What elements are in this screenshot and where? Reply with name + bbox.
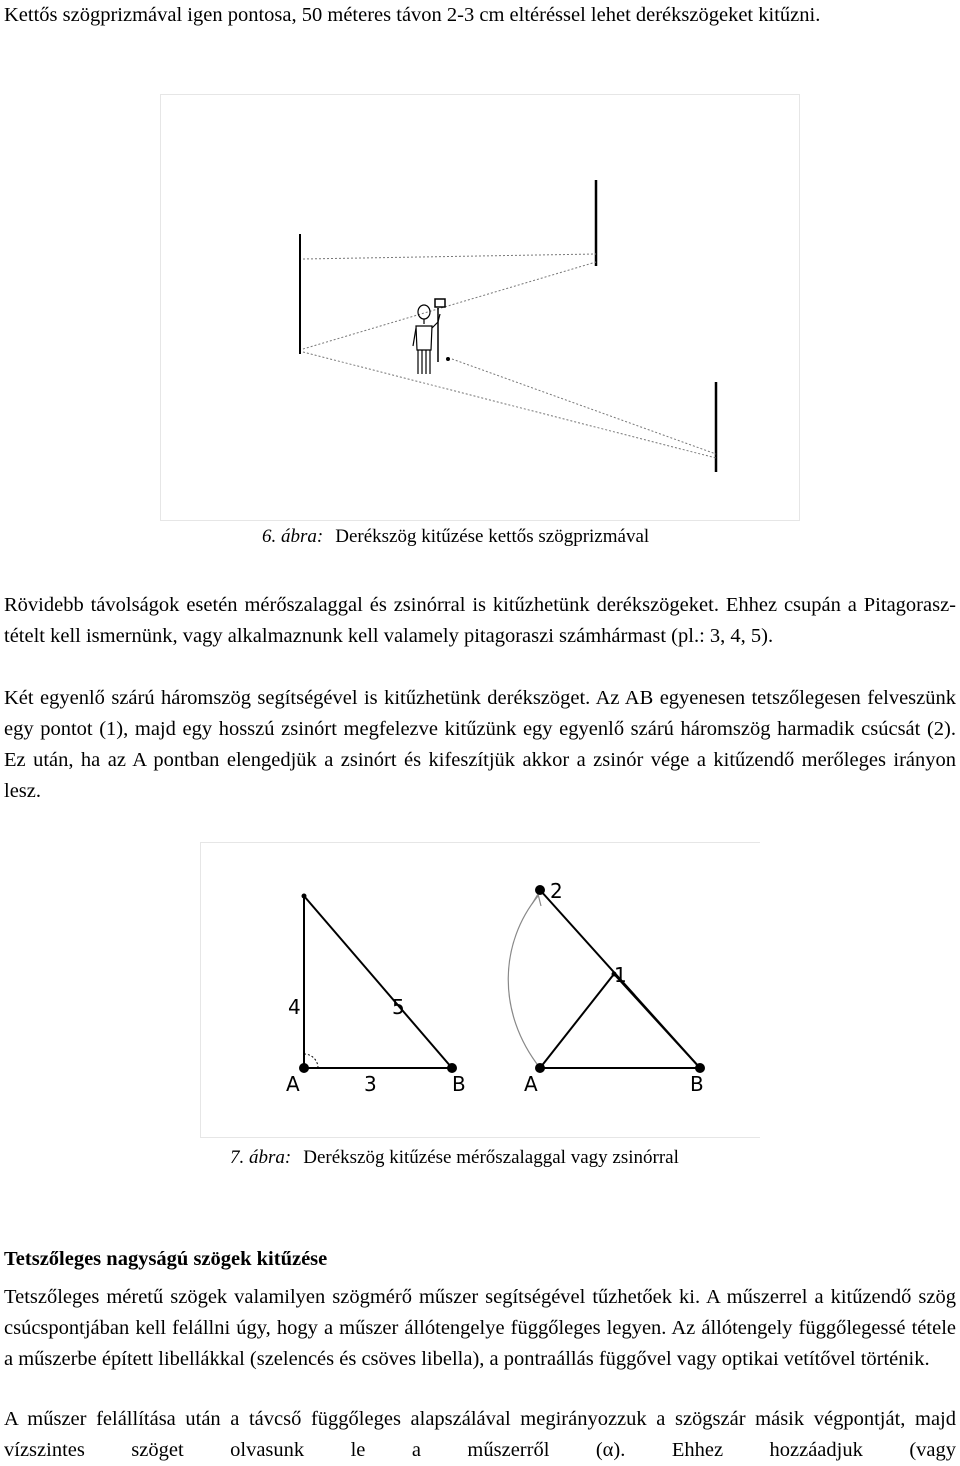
intro-paragraph: Kettős szögprizmával igen pontosa, 50 méteres távon 2-3 cm eltéréssel lehet derékszögeket kitűzni. (4, 4, 821, 26)
triangle-345 (304, 896, 452, 1068)
arc-swing (508, 896, 540, 1068)
point-2-marker (535, 885, 545, 895)
figure-6-frame (161, 95, 800, 521)
figure-7-caption-text: Derékszög kitűzése mérőszalaggal vagy zsinórral (303, 1147, 679, 1168)
figure-6-number: 6. ábra: (262, 526, 324, 547)
arc-arrowhead (532, 894, 541, 906)
figure-7-number: 7. ábra: (230, 1147, 292, 1168)
figure-7-caption (230, 1146, 679, 1170)
label-point-b-left: B (452, 1072, 466, 1096)
figure-6-caption (262, 525, 649, 549)
section-heading: Tetszőleges nagyságú szögek kitűzése (4, 1248, 328, 1270)
label-point-a-right: A (524, 1072, 538, 1096)
figure-7-triangles (200, 842, 762, 1138)
paragraph-pythagoras: Rövidebb távolságok esetén mérőszalaggal és zsinórral is kitűzhetünk derékszögeket. Ehhez csupán a Pitagorasz-tételt kell ismernünk, vagy alkalmaznunk kell valamely pitagoraszi számhármast (pl.: 3, 4, 5). (4, 594, 956, 647)
vertex-top-left-marker (302, 894, 307, 899)
paragraph-instrument-setup: A műszer felállítása után a távcső függőleges alapszálával megirányozzuk a szögszár másik végpontját, majd vízszintes szöget olvasunk le a műszerről (α). Ehhez hozzáadjuk (vagy (4, 1408, 956, 1461)
label-side-4: 4 (288, 995, 301, 1019)
figure-6-prism-drawing (160, 94, 800, 522)
figure-6-caption-text: Derékszög kitűzése kettős szögprizmával (335, 526, 650, 547)
point-a-left-marker (299, 1063, 309, 1073)
label-point-b-right: B (690, 1072, 704, 1096)
paragraph-angle-instrument: Tetszőleges méretű szögek valamilyen szögmérő műszer segítségével tűzhetőek ki. A műszerrel a kitűzendő szög csúcspontjában kell felállni úgy, hogy a műszer állótengelye függőleges legyen. Az állótengely függőlegessé tétele a műszerbe épített libellákkal (szelencés és csöves libella), a pontraállás függővel vagy optikai vetítővel történik. (4, 1286, 956, 1370)
label-point-a-left: A (286, 1072, 300, 1096)
label-side-3: 3 (364, 1072, 377, 1096)
label-point-2: 2 (550, 879, 563, 903)
label-point-1: 1 (614, 963, 627, 987)
label-side-5: 5 (392, 995, 405, 1019)
paragraph-isosceles: Két egyenlő szárú háromszög segítségével is kitűzhetünk derékszöget. Az AB egyenesen tetszőlegesen felveszünk egy pontot (1), majd egy hosszú zsinórt megfelezve kitűzünk egy egyenlő szárú háromszög harmadik csúcsát (2). Ez után, ha az A pontban elengedjük a zsinórt és kifeszítjük akkor a zsinór vége a kitűzendő merőleges irányon lesz. (4, 687, 956, 802)
